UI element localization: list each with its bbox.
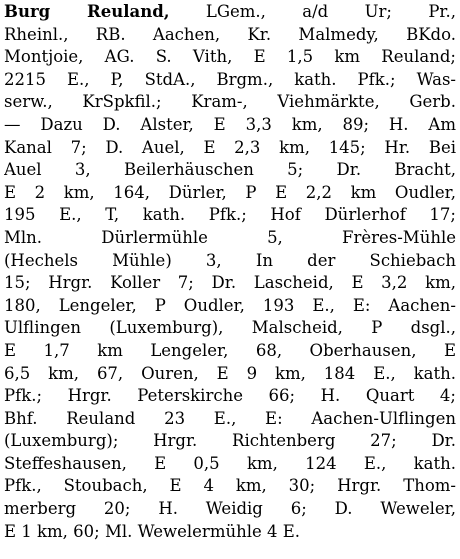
entry-line-1 [4, 1, 456, 24]
entry-line-6: — Dazu D. Alster, E 3,3 km, 89; H. Am [4, 114, 456, 134]
entry-line-9: E 2 km, 164, Dürler, P E 2,2 km Oudler, [4, 182, 456, 202]
entry-line-14: 180, Lengeler, P Oudler, 193 E., E: Aachen- [4, 295, 456, 315]
entry-line-19: Bhf. Reuland 23 E., E: Aachen-Ulflingen [4, 408, 456, 428]
entry-line-1-text: LGem., a/d Ur; Pr., [205, 2, 456, 21]
entry-line-13: 15; Hrgr. Koller 7; Dr. Lascheid, E 3,2 km, [4, 273, 456, 293]
entry-line-10: 195 E., T, kath. Pfk.; Hof Dürlerhof 17; [4, 205, 456, 225]
entry-line-20: (Luxemburg); Hrgr. Richtenberg 27; Dr. [4, 431, 456, 451]
entry-line-22: Pfk., Stoubach, E 4 km, 30; Hrgr. Thom- [4, 476, 456, 496]
entry-line-4: 2215 E., P, StdA., Brgm., kath. Pfk.; Was- [4, 69, 456, 89]
entry-line-5: serw., KrSpkfil.; Kram-, Viehmärkte, Gerb. [4, 92, 456, 112]
entry-headword: Burg Reuland, [4, 2, 170, 21]
entry-line-7: Kanal 7; D. Auel, E 2,3 km, 145; Hr. Bei [4, 137, 456, 157]
entry-line-23: merberg 20; H. Weidig 6; D. Weweler, [4, 499, 456, 519]
entry-line-15: Ulflingen (Luxemburg), Malscheid, P dsgl., [4, 318, 456, 338]
entry-line-24: E 1 km, 60; Ml. Wewelermühle 4 E. [4, 521, 301, 541]
entry-line-3: Montjoie, AG. S. Vith, E 1,5 km Reuland; [4, 47, 456, 67]
entry-line-21: Steffeshausen, E 0,5 km, 124 E., kath. [4, 453, 456, 473]
entry-line-16: E 1,7 km Lengeler, 68, Oberhausen, E [4, 340, 456, 360]
entry-line-2: Rheinl., RB. Aachen, Kr. Malmedy, BKdo. [4, 24, 456, 44]
entry-line-12: (Hechels Mühle) 3, In der Schiebach [4, 250, 456, 270]
entry-line-17: 6,5 km, 67, Ouren, E 9 km, 184 E., kath. [4, 363, 456, 383]
entry-line-18: Pfk.; Hrgr. Peterskirche 66; H. Quart 4; [4, 386, 456, 406]
entry-line-8: Auel 3, Beilerhäuschen 5; Dr. Bracht, [4, 160, 456, 180]
entry-line-11: Mln. Dürlermühle 5, Frères-Mühle [4, 227, 456, 247]
